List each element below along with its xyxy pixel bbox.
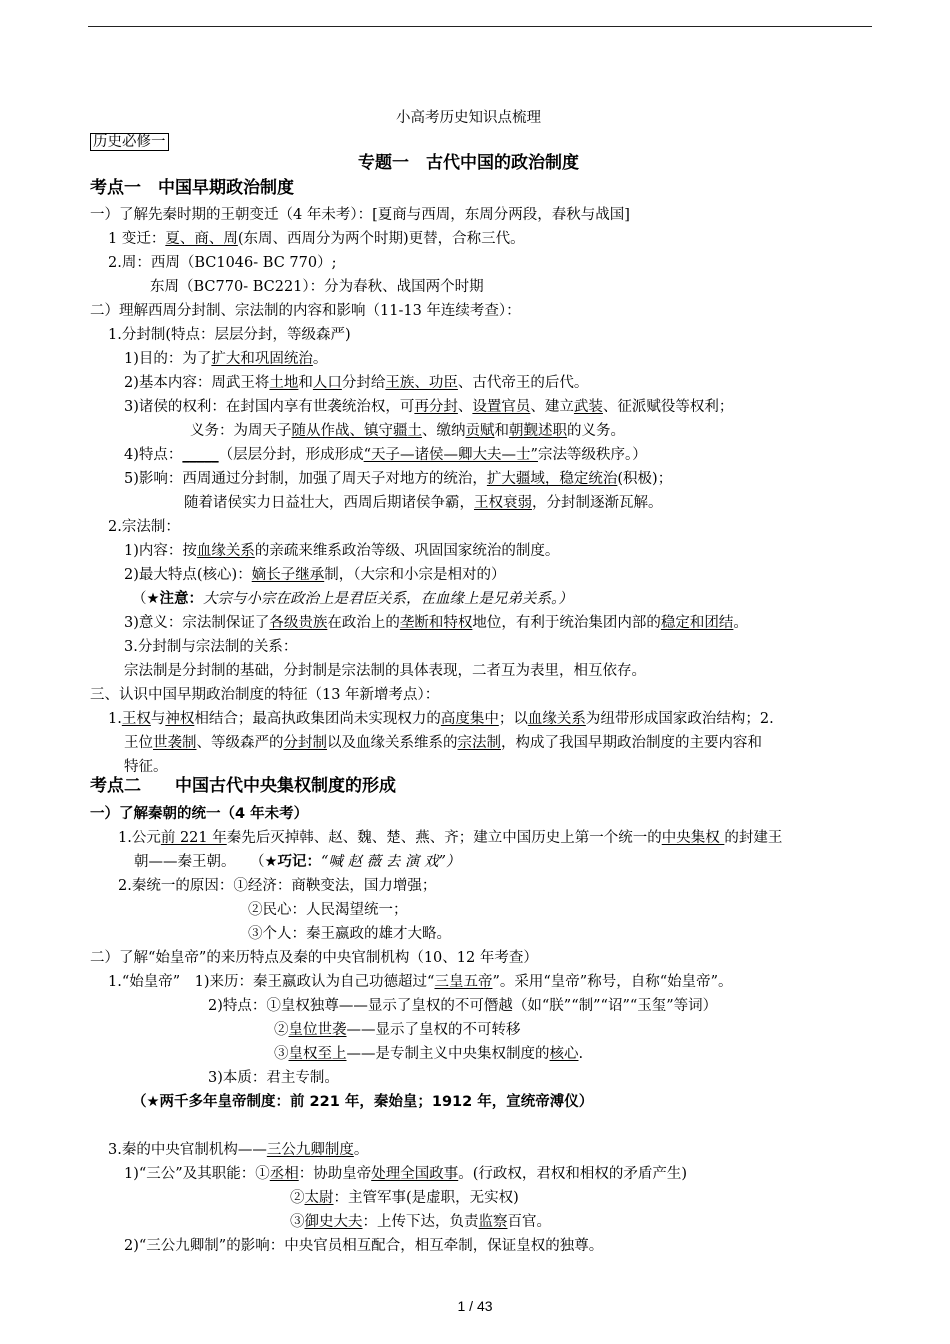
topic-title: 专题一 古代中国的政治制度 [358, 153, 579, 173]
box-label: 历史必修一 [90, 133, 169, 151]
text-line [108, 253, 336, 273]
text-segment: ——是专制主义中央集权制度的 [346, 1046, 550, 1062]
text-line [108, 709, 774, 729]
text-line [124, 565, 505, 585]
text-segment: 2)特点：①皇权独尊——显示了皇权的不可僭越（如“朕”“制”“诏”“玉玺”等词） [208, 998, 718, 1014]
doc-header: 小高考历史知识点梳理 [396, 110, 541, 126]
underlined-term: 设置官员 [472, 399, 531, 415]
text-segment: 、古代帝王的后代。 [457, 375, 589, 391]
text-segment: 地位，有利于统治集团内部的 [472, 615, 661, 631]
text-segment: 大宗与小宗在政治上是君臣关系，在血缘上是兄弟关系。） [203, 591, 573, 607]
text-segment: . [578, 1046, 584, 1062]
underlined-term: 再分封 [414, 399, 458, 415]
text-segment: 。(行政权，君权和相权的矛盾产生) [458, 1166, 688, 1182]
text-segment: ：协助皇帝 [298, 1166, 372, 1182]
text-segment: ② [290, 1190, 305, 1206]
text-segment: 宗法制是分封制的基础，分封制是宗法制的具体表现，二者互为表里，相互依存。 [124, 663, 646, 679]
text-segment: 考点一 中国早期政治制度 [90, 178, 294, 198]
text-segment: 2.秦统一的原因：①经济：商鞅变法，国力增强； [118, 878, 437, 894]
text-line [274, 1020, 521, 1040]
text-line [124, 469, 672, 489]
text-segment: ”。采用“皇帝”称号，自称“始皇帝”。 [492, 974, 733, 990]
page-number: 1 / 43 [457, 1298, 493, 1314]
text-line [290, 1188, 519, 1208]
text-segment: 1. [108, 711, 122, 727]
underlined-term: 高度集中 [440, 711, 499, 727]
text-segment: 2.周：西周（BC1046- BC 770）; [108, 255, 337, 271]
text-line [290, 1212, 551, 1232]
text-segment: 百官。 [507, 1214, 551, 1230]
text-line [132, 1092, 593, 1112]
text-segment: 义务：为周天子 [190, 423, 292, 439]
top-rule [88, 26, 872, 27]
text-segment: 、征派赋役等权利； [602, 399, 734, 415]
text-segment: 在政治上的 [327, 615, 400, 631]
text-line [124, 541, 559, 561]
underlined-term: 三公九卿制度 [266, 1142, 354, 1158]
text-line [190, 421, 625, 441]
text-line [90, 948, 538, 968]
text-segment: 宗法等级秩序。） [537, 447, 647, 463]
underlined-term: 人口 [312, 375, 342, 391]
text-line [90, 804, 308, 824]
text-line [124, 637, 297, 657]
underlined-term: 各级贵族 [269, 615, 328, 631]
underlined-term: 太尉 [304, 1190, 334, 1206]
text-segment: 朝——秦王朝。 （ [134, 854, 265, 870]
text-line [90, 685, 439, 705]
underlined-term: 世袭制 [153, 735, 197, 751]
text-segment: 1)内容：按 [124, 543, 197, 559]
text-segment: 分封给 [341, 375, 386, 391]
text-line [248, 900, 408, 920]
text-line [108, 325, 351, 345]
text-segment: 2.宗法制： [108, 519, 180, 535]
underlined-term: 血缘关系 [527, 711, 586, 727]
text-line [124, 397, 733, 417]
text-line [90, 301, 521, 321]
text-line [108, 972, 733, 992]
underlined-term: 随从作战、镇守疆土 [291, 423, 422, 439]
text-line [124, 445, 647, 465]
text-line [118, 828, 782, 848]
underlined-term: 中央集权 [661, 830, 725, 846]
text-segment: 、等级森严的 [196, 735, 284, 751]
underlined-term: 垄断和特权 [399, 615, 473, 631]
underlined-term: 夏、商、周 [165, 231, 238, 247]
text-segment: 2)基本内容：周武王将 [124, 375, 270, 391]
text-segment: （ [132, 591, 147, 607]
text-segment: 制，（大宗和小宗是相对的） [324, 567, 506, 583]
text-line [184, 493, 663, 513]
text-line [90, 178, 294, 199]
text-segment: （层层分封，形成形成 [218, 447, 364, 463]
underlined-term: “天子—诸侯—卿大夫—士” [363, 447, 538, 463]
underlined-term: 武装 [573, 399, 603, 415]
text-segment: 与 [150, 711, 166, 727]
text-segment: 考点二 中国古代中央集权制度的形成 [90, 776, 396, 796]
text-segment: 的封建王 [724, 830, 783, 846]
text-segment: 以及血缘关系维系的 [327, 735, 458, 751]
text-line [134, 852, 460, 872]
text-segment: 、 [457, 399, 473, 415]
text-segment: 3.秦的中央官制机构—— [108, 1142, 267, 1158]
text-segment: ——显示了皇权的不可转移 [346, 1022, 521, 1038]
underlined-term: 皇位世袭 [288, 1022, 347, 1038]
text-segment: 1)目的：为了 [124, 351, 212, 367]
text-segment: 王位 [124, 735, 153, 751]
text-segment: (积极)； [617, 471, 673, 487]
underlined-term: 三皇五帝 [434, 974, 493, 990]
text-segment: 1.“始皇帝” 1)来历：秦王嬴政认为自己功德超过“ [108, 974, 435, 990]
text-line [124, 613, 748, 633]
text-segment: 和 [298, 375, 313, 391]
text-line [124, 733, 762, 753]
text-segment: 。 [733, 615, 748, 631]
text-segment: ③ [274, 1046, 289, 1062]
text-segment: 3)诸侯的权利：在封国内享有世袭统治权，可 [124, 399, 415, 415]
text-segment: 1.分封制(特点：层层分封，等级森严) [108, 327, 351, 343]
underlined-term: 分封制 [283, 735, 327, 751]
text-segment: ★巧记： [264, 854, 321, 870]
text-line [150, 277, 484, 297]
section-label-box [90, 132, 169, 152]
text-segment: 3.分封制与宗法制的关系： [124, 639, 298, 655]
text-line [124, 373, 588, 393]
text-segment: 东周（BC770- BC221）：分为春秋、战国两个时期 [150, 279, 484, 295]
text-line [108, 1140, 368, 1160]
text-segment: “喊 赵 薇 去 演 戏”） [321, 854, 461, 870]
text-line [124, 757, 168, 777]
text-line [274, 1044, 583, 1064]
text-segment: 3)意义：宗法制保证了 [124, 615, 270, 631]
underlined-term: 血缘关系 [196, 543, 255, 559]
text-line [90, 776, 396, 797]
underlined-term: 贡赋 [465, 423, 495, 439]
underlined-term: 扩大和巩固统治 [211, 351, 313, 367]
underlined-term: 宗法制 [457, 735, 501, 751]
text-segment: 一）了解先秦时期的王朝变迁（4 年未考）：[夏商与西周，东周分两段，春秋与战国] [90, 207, 630, 223]
text-segment: (东周、西周分为两个时期)更替，合称三代。 [237, 231, 525, 247]
underlined-term: 处理全国政事 [371, 1166, 459, 1182]
underlined-term: 御史大夫 [304, 1214, 363, 1230]
text-line [118, 876, 436, 896]
text-line [208, 996, 717, 1016]
text-segment: 秦先后灭掉韩、赵、魏、楚、燕、齐；建立中国历史上第一个统一的 [226, 830, 662, 846]
underlined-term: 前 221 年 [160, 830, 227, 846]
text-segment: 随着诸侯实力日益壮大，西周后期诸侯争霸， [184, 495, 474, 511]
underlined-term: 稳定和团结 [660, 615, 734, 631]
text-segment: 二）了解“始皇帝”的来历特点及秦的中央官制机构（10、12 年考查） [90, 950, 538, 966]
text-segment: 和 [494, 423, 509, 439]
text-segment: （★两千多年皇帝制度：前 221 年，秦始皇；1912 年，宣统帝溥仪） [132, 1094, 594, 1110]
underlined-term: 嫡长子继承 [251, 567, 325, 583]
text-segment: 的义务。 [567, 423, 625, 439]
text-line [90, 205, 630, 225]
text-line [248, 924, 451, 944]
text-segment: ；以 [498, 711, 528, 727]
text-segment: 相结合；最高执政集团尚未实现权力的 [194, 711, 441, 727]
text-segment: 、建立 [530, 399, 574, 415]
underlined-term: 神权 [165, 711, 195, 727]
underlined-term: 土地 [269, 375, 299, 391]
text-segment: 1)“三公”及其职能：① [124, 1166, 270, 1182]
text-line [124, 661, 646, 681]
text-segment: 特征。 [124, 759, 168, 775]
text-line [124, 1164, 687, 1184]
text-segment: 。 [353, 1142, 369, 1158]
underlined-term: 监察 [478, 1214, 508, 1230]
text-segment: 1.公元 [118, 830, 161, 846]
text-line [124, 1236, 603, 1256]
text-segment: ② [274, 1022, 289, 1038]
text-line [108, 229, 525, 249]
underlined-term: 王族、功臣 [385, 375, 458, 391]
underlined-term: 王权衰弱 [474, 495, 532, 511]
underlined-term: 核心 [549, 1046, 579, 1062]
text-segment: 三、认识中国早期政治制度的特征（13 年新增考点）： [90, 687, 440, 703]
underlined-term: 扩大疆域，稳定统治 [486, 471, 618, 487]
text-segment: 为纽带形成国家政治结构；2. [585, 711, 774, 727]
text-segment: ★注意： [146, 591, 203, 607]
text-segment: 的亲疏来维系政治等级、巩固国家统治的制度。 [254, 543, 560, 559]
text-segment: 5)影响：西周通过分封制，加强了周天子对地方的统治， [124, 471, 487, 487]
underlined-term: 朝觐述职 [509, 423, 567, 439]
text-segment: ：上传下达，负责 [362, 1214, 479, 1230]
underlined-term: _____ [182, 447, 219, 463]
text-segment: 。 [312, 351, 328, 367]
text-line [132, 589, 573, 609]
text-segment: 二）理解西周分封制、宗法制的内容和影响（11-13 年连续考查）： [90, 303, 521, 319]
text-segment: ②民心：人民渴望统一； [248, 902, 408, 918]
underlined-term: 皇权至上 [288, 1046, 347, 1062]
text-line [208, 1068, 339, 1088]
text-segment: ③ [290, 1214, 305, 1230]
underlined-term: 王权 [121, 711, 151, 727]
text-segment: 2)最大特点(核心)： [124, 567, 252, 583]
text-segment: ，构成了我国早期政治制度的主要内容和 [501, 735, 762, 751]
text-segment: ：主管军事(是虚职，无实权) [333, 1190, 519, 1206]
text-segment: 1 变迁： [108, 231, 166, 247]
text-line [108, 517, 180, 537]
text-segment: 一）了解秦朝的统一（4 年未考） [90, 806, 309, 822]
text-line [124, 349, 327, 369]
text-segment: ③个人：秦王嬴政的雄才大略。 [248, 926, 451, 942]
text-segment: 3)本质：君主专制。 [208, 1070, 339, 1086]
underlined-term: 丞相 [269, 1166, 299, 1182]
text-segment: 4)特点： [124, 447, 183, 463]
text-segment: 、缴纳 [422, 423, 466, 439]
text-segment: 2)“三公九卿制”的影响：中央官员相互配合，相互牵制，保证皇权的独尊。 [124, 1238, 604, 1254]
text-segment: ，分封制逐渐瓦解。 [532, 495, 663, 511]
